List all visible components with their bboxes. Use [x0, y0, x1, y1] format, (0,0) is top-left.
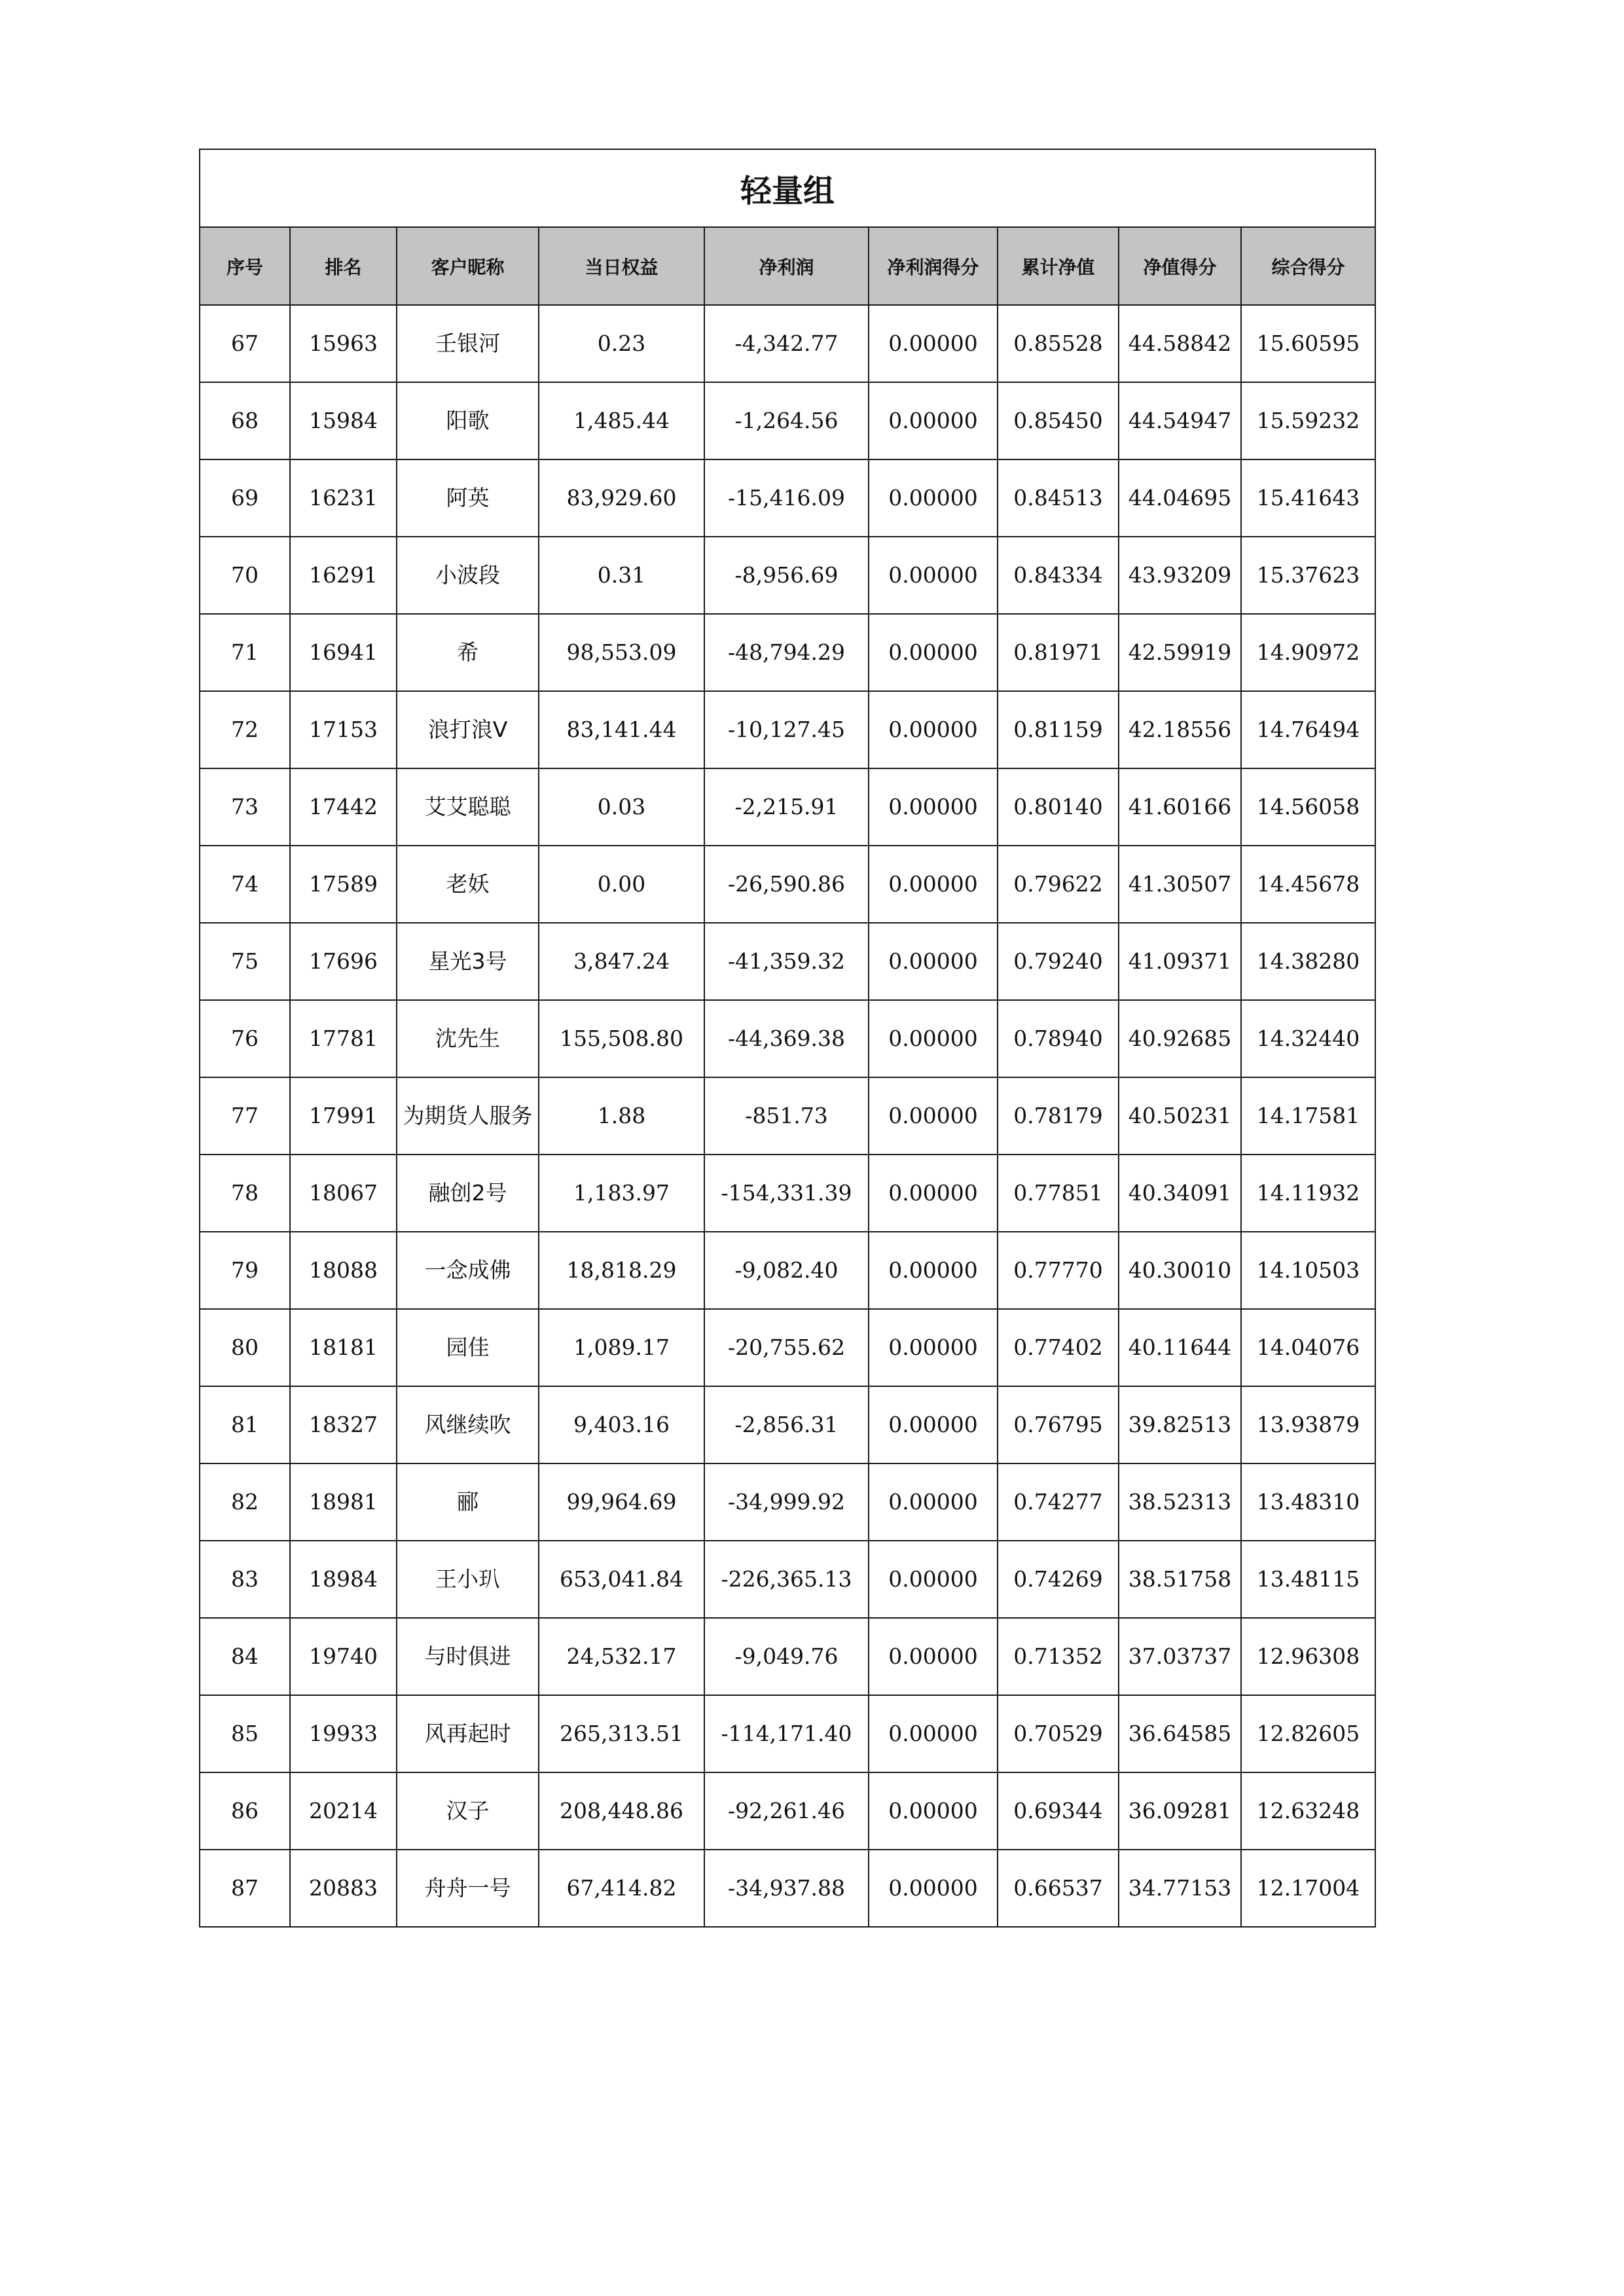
cell-nickname: 沈先生 — [397, 1000, 539, 1077]
cell-nickname: 园佳 — [397, 1309, 539, 1386]
cell-net-profit: -1,264.56 — [704, 382, 869, 459]
cell-net-profit: -48,794.29 — [704, 614, 869, 691]
cell-overall-score: 13.48115 — [1241, 1541, 1375, 1618]
cell-overall-score: 12.63248 — [1241, 1772, 1375, 1850]
cell-seq: 78 — [200, 1155, 290, 1232]
cell-net-profit-score: 0.00000 — [869, 1850, 998, 1927]
cell-nickname: 融创2号 — [397, 1155, 539, 1232]
cell-daily-equity: 83,141.44 — [539, 691, 704, 768]
cell-net-profit-score: 0.00000 — [869, 382, 998, 459]
table-row — [200, 1772, 1375, 1850]
cell-net-profit-score: 0.00000 — [869, 1772, 998, 1850]
cell-net-profit: -92,261.46 — [704, 1772, 869, 1850]
cell-nav-score: 41.09371 — [1119, 923, 1241, 1000]
cell-seq: 72 — [200, 691, 290, 768]
cell-seq: 76 — [200, 1000, 290, 1077]
cell-rank: 18088 — [290, 1232, 397, 1309]
cell-cumulative-nav: 0.84334 — [998, 537, 1119, 614]
column-header-cumulative-nav: 累计净值 — [998, 227, 1119, 305]
cell-rank: 16291 — [290, 537, 397, 614]
cell-overall-score: 15.37623 — [1241, 537, 1375, 614]
cell-net-profit: -8,956.69 — [704, 537, 869, 614]
cell-net-profit: -41,359.32 — [704, 923, 869, 1000]
cell-net-profit-score: 0.00000 — [869, 614, 998, 691]
cell-nickname: 王小玐 — [397, 1541, 539, 1618]
cell-cumulative-nav: 0.78179 — [998, 1077, 1119, 1155]
cell-nickname: 小波段 — [397, 537, 539, 614]
table-row — [200, 459, 1375, 537]
cell-net-profit: -15,416.09 — [704, 459, 869, 537]
cell-nav-score: 40.11644 — [1119, 1309, 1241, 1386]
table-row — [200, 1309, 1375, 1386]
cell-nav-score: 41.30507 — [1119, 846, 1241, 923]
cell-overall-score: 12.82605 — [1241, 1695, 1375, 1772]
column-header-nav-score: 净值得分 — [1119, 227, 1241, 305]
cell-daily-equity: 653,041.84 — [539, 1541, 704, 1618]
cell-net-profit-score: 0.00000 — [869, 846, 998, 923]
cell-daily-equity: 1,485.44 — [539, 382, 704, 459]
cell-nav-score: 42.18556 — [1119, 691, 1241, 768]
cell-seq: 68 — [200, 382, 290, 459]
table-row — [200, 1695, 1375, 1772]
cell-nav-score: 38.52313 — [1119, 1463, 1241, 1541]
cell-nickname: 星光3号 — [397, 923, 539, 1000]
cell-rank: 18067 — [290, 1155, 397, 1232]
column-header-seq: 序号 — [200, 227, 290, 305]
cell-overall-score: 14.56058 — [1241, 768, 1375, 846]
cell-daily-equity: 0.31 — [539, 537, 704, 614]
cell-rank: 17589 — [290, 846, 397, 923]
cell-rank: 19933 — [290, 1695, 397, 1772]
cell-rank: 20214 — [290, 1772, 397, 1850]
column-header-overall-score: 综合得分 — [1241, 227, 1375, 305]
cell-overall-score: 12.96308 — [1241, 1618, 1375, 1695]
cell-overall-score: 14.38280 — [1241, 923, 1375, 1000]
cell-daily-equity: 99,964.69 — [539, 1463, 704, 1541]
cell-daily-equity: 155,508.80 — [539, 1000, 704, 1077]
cell-seq: 87 — [200, 1850, 290, 1927]
cell-rank: 17153 — [290, 691, 397, 768]
cell-seq: 73 — [200, 768, 290, 846]
cell-cumulative-nav: 0.71352 — [998, 1618, 1119, 1695]
cell-cumulative-nav: 0.66537 — [998, 1850, 1119, 1927]
cell-net-profit-score: 0.00000 — [869, 1000, 998, 1077]
cell-daily-equity: 208,448.86 — [539, 1772, 704, 1850]
cell-daily-equity: 18,818.29 — [539, 1232, 704, 1309]
cell-nickname: 壬银河 — [397, 305, 539, 382]
cell-net-profit: -851.73 — [704, 1077, 869, 1155]
cell-rank: 17991 — [290, 1077, 397, 1155]
cell-seq: 79 — [200, 1232, 290, 1309]
cell-nav-score: 44.04695 — [1119, 459, 1241, 537]
table-row — [200, 691, 1375, 768]
cell-cumulative-nav: 0.77402 — [998, 1309, 1119, 1386]
cell-nav-score: 39.82513 — [1119, 1386, 1241, 1463]
cell-net-profit: -34,999.92 — [704, 1463, 869, 1541]
cell-net-profit: -9,049.76 — [704, 1618, 869, 1695]
cell-net-profit-score: 0.00000 — [869, 1232, 998, 1309]
cell-net-profit-score: 0.00000 — [869, 1155, 998, 1232]
cell-cumulative-nav: 0.69344 — [998, 1772, 1119, 1850]
cell-net-profit-score: 0.00000 — [869, 1077, 998, 1155]
table-title: 轻量组 — [200, 149, 1375, 227]
cell-nickname: 希 — [397, 614, 539, 691]
cell-net-profit: -9,082.40 — [704, 1232, 869, 1309]
cell-seq: 82 — [200, 1463, 290, 1541]
cell-rank: 17696 — [290, 923, 397, 1000]
cell-cumulative-nav: 0.80140 — [998, 768, 1119, 846]
cell-overall-score: 12.17004 — [1241, 1850, 1375, 1927]
cell-nickname: 阿英 — [397, 459, 539, 537]
column-header-net-profit: 净利润 — [704, 227, 869, 305]
cell-overall-score: 14.76494 — [1241, 691, 1375, 768]
cell-overall-score: 14.90972 — [1241, 614, 1375, 691]
cell-cumulative-nav: 0.81971 — [998, 614, 1119, 691]
cell-daily-equity: 265,313.51 — [539, 1695, 704, 1772]
cell-cumulative-nav: 0.79622 — [998, 846, 1119, 923]
cell-seq: 86 — [200, 1772, 290, 1850]
cell-seq: 70 — [200, 537, 290, 614]
cell-nav-score: 37.03737 — [1119, 1618, 1241, 1695]
cell-rank: 18327 — [290, 1386, 397, 1463]
cell-net-profit: -2,215.91 — [704, 768, 869, 846]
cell-nav-score: 40.50231 — [1119, 1077, 1241, 1155]
cell-seq: 74 — [200, 846, 290, 923]
cell-nav-score: 40.30010 — [1119, 1232, 1241, 1309]
cell-nav-score: 40.34091 — [1119, 1155, 1241, 1232]
cell-daily-equity: 24,532.17 — [539, 1618, 704, 1695]
cell-seq: 80 — [200, 1309, 290, 1386]
table-row — [200, 1155, 1375, 1232]
cell-net-profit-score: 0.00000 — [869, 923, 998, 1000]
cell-nav-score: 34.77153 — [1119, 1850, 1241, 1927]
cell-seq: 75 — [200, 923, 290, 1000]
cell-net-profit-score: 0.00000 — [869, 305, 998, 382]
cell-seq: 83 — [200, 1541, 290, 1618]
cell-cumulative-nav: 0.85450 — [998, 382, 1119, 459]
cell-net-profit: -44,369.38 — [704, 1000, 869, 1077]
cell-cumulative-nav: 0.74269 — [998, 1541, 1119, 1618]
cell-nickname: 与时俱进 — [397, 1618, 539, 1695]
table-body — [200, 305, 1375, 1927]
cell-nickname: 郦 — [397, 1463, 539, 1541]
cell-cumulative-nav: 0.79240 — [998, 923, 1119, 1000]
table-row — [200, 1541, 1375, 1618]
cell-net-profit: -226,365.13 — [704, 1541, 869, 1618]
cell-seq: 67 — [200, 305, 290, 382]
cell-net-profit: -34,937.88 — [704, 1850, 869, 1927]
cell-rank: 15963 — [290, 305, 397, 382]
cell-daily-equity: 83,929.60 — [539, 459, 704, 537]
cell-cumulative-nav: 0.76795 — [998, 1386, 1119, 1463]
cell-rank: 18981 — [290, 1463, 397, 1541]
cell-cumulative-nav: 0.70529 — [998, 1695, 1119, 1772]
table-row — [200, 923, 1375, 1000]
table-row — [200, 614, 1375, 691]
cell-nav-score: 36.09281 — [1119, 1772, 1241, 1850]
cell-nickname: 汉子 — [397, 1772, 539, 1850]
cell-nickname: 一念成佛 — [397, 1232, 539, 1309]
cell-net-profit-score: 0.00000 — [869, 1309, 998, 1386]
cell-net-profit: -26,590.86 — [704, 846, 869, 923]
cell-nickname: 风继续吹 — [397, 1386, 539, 1463]
cell-daily-equity: 0.23 — [539, 305, 704, 382]
cell-nav-score: 43.93209 — [1119, 537, 1241, 614]
cell-net-profit: -154,331.39 — [704, 1155, 869, 1232]
cell-nav-score: 44.58842 — [1119, 305, 1241, 382]
cell-overall-score: 14.04076 — [1241, 1309, 1375, 1386]
cell-cumulative-nav: 0.77851 — [998, 1155, 1119, 1232]
cell-rank: 20883 — [290, 1850, 397, 1927]
cell-nickname: 为期货人服务 — [397, 1077, 539, 1155]
cell-rank: 16231 — [290, 459, 397, 537]
cell-nickname: 艾艾聪聪 — [397, 768, 539, 846]
cell-daily-equity: 9,403.16 — [539, 1386, 704, 1463]
cell-daily-equity: 67,414.82 — [539, 1850, 704, 1927]
cell-nickname: 风再起时 — [397, 1695, 539, 1772]
table-row — [200, 1386, 1375, 1463]
cell-rank: 17442 — [290, 768, 397, 846]
cell-net-profit-score: 0.00000 — [869, 459, 998, 537]
cell-seq: 77 — [200, 1077, 290, 1155]
table-row — [200, 1850, 1375, 1927]
cell-overall-score: 13.48310 — [1241, 1463, 1375, 1541]
cell-nickname: 老妖 — [397, 846, 539, 923]
cell-rank: 17781 — [290, 1000, 397, 1077]
cell-net-profit: -114,171.40 — [704, 1695, 869, 1772]
column-header-nickname: 客户昵称 — [397, 227, 539, 305]
cell-overall-score: 15.59232 — [1241, 382, 1375, 459]
cell-rank: 18984 — [290, 1541, 397, 1618]
cell-daily-equity: 1,089.17 — [539, 1309, 704, 1386]
ranking-table — [199, 149, 1376, 1928]
cell-nav-score: 42.59919 — [1119, 614, 1241, 691]
table-row — [200, 1463, 1375, 1541]
table-row — [200, 305, 1375, 382]
cell-overall-score: 14.32440 — [1241, 1000, 1375, 1077]
cell-rank: 19740 — [290, 1618, 397, 1695]
cell-seq: 85 — [200, 1695, 290, 1772]
table-row — [200, 382, 1375, 459]
cell-rank: 15984 — [290, 382, 397, 459]
cell-daily-equity: 98,553.09 — [539, 614, 704, 691]
cell-net-profit-score: 0.00000 — [869, 1386, 998, 1463]
table-row — [200, 846, 1375, 923]
table-row — [200, 1232, 1375, 1309]
cell-cumulative-nav: 0.81159 — [998, 691, 1119, 768]
cell-overall-score: 15.41643 — [1241, 459, 1375, 537]
cell-net-profit-score: 0.00000 — [869, 537, 998, 614]
table-row — [200, 1618, 1375, 1695]
cell-net-profit: -20,755.62 — [704, 1309, 869, 1386]
title-row — [200, 149, 1375, 227]
cell-rank: 18181 — [290, 1309, 397, 1386]
cell-net-profit-score: 0.00000 — [869, 1695, 998, 1772]
cell-net-profit: -2,856.31 — [704, 1386, 869, 1463]
table-row — [200, 768, 1375, 846]
header-row — [200, 227, 1375, 305]
cell-net-profit-score: 0.00000 — [869, 1541, 998, 1618]
table-row — [200, 1077, 1375, 1155]
cell-daily-equity: 3,847.24 — [539, 923, 704, 1000]
cell-cumulative-nav: 0.78940 — [998, 1000, 1119, 1077]
cell-nav-score: 44.54947 — [1119, 382, 1241, 459]
cell-net-profit-score: 0.00000 — [869, 768, 998, 846]
column-header-daily-equity: 当日权益 — [539, 227, 704, 305]
cell-nickname: 浪打浪V — [397, 691, 539, 768]
cell-net-profit: -10,127.45 — [704, 691, 869, 768]
cell-rank: 16941 — [290, 614, 397, 691]
cell-cumulative-nav: 0.84513 — [998, 459, 1119, 537]
cell-nav-score: 38.51758 — [1119, 1541, 1241, 1618]
cell-net-profit-score: 0.00000 — [869, 691, 998, 768]
cell-nav-score: 36.64585 — [1119, 1695, 1241, 1772]
cell-cumulative-nav: 0.77770 — [998, 1232, 1119, 1309]
table-row — [200, 1000, 1375, 1077]
cell-net-profit: -4,342.77 — [704, 305, 869, 382]
cell-net-profit-score: 0.00000 — [869, 1618, 998, 1695]
cell-seq: 69 — [200, 459, 290, 537]
cell-nickname: 阳歌 — [397, 382, 539, 459]
cell-nickname: 舟舟一号 — [397, 1850, 539, 1927]
cell-overall-score: 13.93879 — [1241, 1386, 1375, 1463]
cell-daily-equity: 1,183.97 — [539, 1155, 704, 1232]
cell-daily-equity: 1.88 — [539, 1077, 704, 1155]
cell-overall-score: 15.60595 — [1241, 305, 1375, 382]
cell-overall-score: 14.45678 — [1241, 846, 1375, 923]
cell-nav-score: 40.92685 — [1119, 1000, 1241, 1077]
cell-seq: 84 — [200, 1618, 290, 1695]
cell-daily-equity: 0.00 — [539, 846, 704, 923]
cell-seq: 81 — [200, 1386, 290, 1463]
cell-overall-score: 14.10503 — [1241, 1232, 1375, 1309]
column-header-rank: 排名 — [290, 227, 397, 305]
table-row — [200, 537, 1375, 614]
cell-nav-score: 41.60166 — [1119, 768, 1241, 846]
cell-daily-equity: 0.03 — [539, 768, 704, 846]
cell-overall-score: 14.17581 — [1241, 1077, 1375, 1155]
cell-seq: 71 — [200, 614, 290, 691]
cell-cumulative-nav: 0.85528 — [998, 305, 1119, 382]
cell-net-profit-score: 0.00000 — [869, 1463, 998, 1541]
cell-overall-score: 14.11932 — [1241, 1155, 1375, 1232]
cell-cumulative-nav: 0.74277 — [998, 1463, 1119, 1541]
column-header-net-profit-score: 净利润得分 — [869, 227, 998, 305]
